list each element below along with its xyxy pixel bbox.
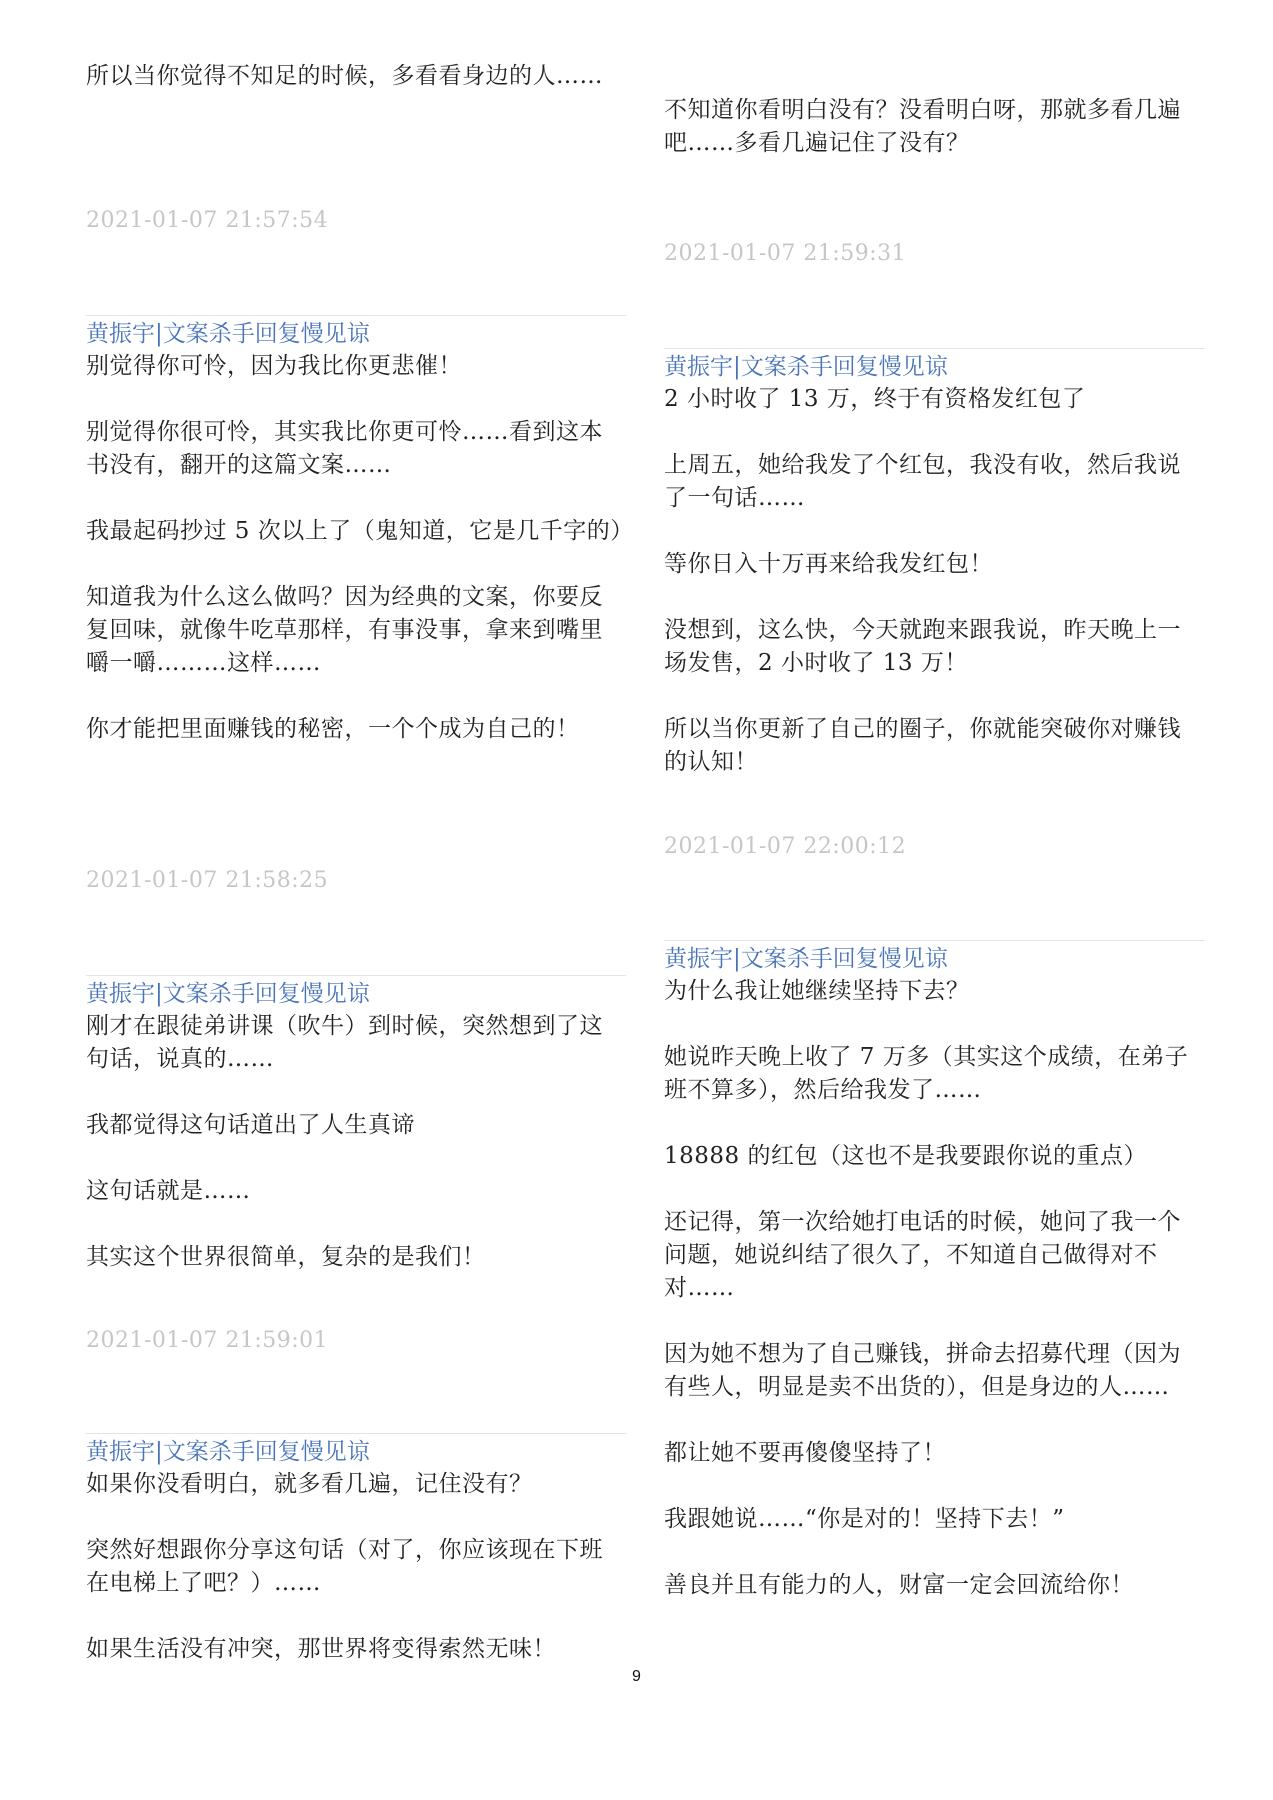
author-link[interactable]: 黄振宇|文案杀手回复慢见谅 xyxy=(664,946,948,972)
timestamp: 2021-01-07 22:00:12 xyxy=(664,834,907,859)
paragraph: 别觉得你很可怜，其实我比你更可怜……看到这本书没有，翻开的这篇文案…… xyxy=(86,419,603,478)
paragraph: 我都觉得这句话道出了人生真谛 xyxy=(86,1112,415,1138)
author-link[interactable]: 黄振宇|文案杀手回复慢见谅 xyxy=(86,321,370,347)
post-right-2 xyxy=(664,940,1204,1602)
paragraph: 为什么我让她继续坚持下去？ xyxy=(664,978,970,1004)
paragraph: 所以当你觉得不知足的时候，多看看身边的人…… xyxy=(86,63,603,89)
author-link[interactable]: 黄振宇|文案杀手回复慢见谅 xyxy=(86,1439,370,1465)
page-number: 9 xyxy=(632,1668,641,1685)
divider xyxy=(664,940,1204,941)
paragraph: 你才能把里面赚钱的秘密，一个个成为自己的！ xyxy=(86,716,580,742)
paragraph: 我跟她说……“你是对的！坚持下去！” xyxy=(664,1506,1065,1532)
paragraph: 所以当你更新了自己的圈子，你就能突破你对赚钱的认知！ xyxy=(664,716,1181,775)
paragraph: 如果生活没有冲突，那世界将变得索然无味！ xyxy=(86,1636,556,1662)
paragraph: 其实这个世界很简单，复杂的是我们！ xyxy=(86,1244,486,1270)
paragraph: 刚才在跟徒弟讲课（吹牛）到时候，突然想到了这句话，说真的…… xyxy=(86,1013,603,1072)
paragraph: 没想到，这么快，今天就跑来跟我说，昨天晚上一场发售，2 小时收了 13 万！ xyxy=(664,617,1181,676)
paragraph: 她说昨天晚上收了 7 万多（其实这个成绩，在弟子班不算多），然后给我发了…… xyxy=(664,1044,1189,1103)
left-intro xyxy=(86,60,626,93)
divider xyxy=(86,975,626,976)
post-right-1 xyxy=(664,348,1204,779)
divider xyxy=(664,348,1204,349)
paragraph: 还记得，第一次给她打电话的时候，她问了我一个问题，她说纠结了很久了，不知道自己做得对不对…… xyxy=(664,1209,1181,1301)
paragraph: 因为她不想为了自己赚钱，拼命去招募代理（因为有些人，明显是卖不出货的），但是身边的人…… xyxy=(664,1341,1181,1400)
paragraph: 都让她不要再傻傻坚持了！ xyxy=(664,1440,946,1466)
post-left-1 xyxy=(86,315,634,746)
timestamp: 2021-01-07 21:59:01 xyxy=(86,1328,329,1353)
timestamp: 2021-01-07 21:57:54 xyxy=(86,208,329,233)
paragraph: 别觉得你可怜，因为我比你更悲催！ xyxy=(86,353,462,379)
paragraph: 18888 的红包（这也不是我要跟你说的重点） xyxy=(664,1143,1147,1169)
post-left-3 xyxy=(86,1433,626,1666)
right-intro xyxy=(664,94,1204,160)
paragraph: 突然好想跟你分享这句话（对了，你应该现在下班在电梯上了吧？）…… xyxy=(86,1537,603,1596)
paragraph: 善良并且有能力的人，财富一定会回流给你！ xyxy=(664,1572,1134,1598)
author-link[interactable]: 黄振宇|文案杀手回复慢见谅 xyxy=(86,981,370,1007)
divider xyxy=(86,315,626,316)
timestamp: 2021-01-07 21:59:31 xyxy=(664,241,907,266)
paragraph: 2 小时收了 13 万，终于有资格发红包了 xyxy=(664,386,1086,412)
paragraph: 不知道你看明白没有？没看明白呀，那就多看几遍吧……多看几遍记住了没有？ xyxy=(664,97,1181,156)
paragraph: 我最起码抄过 5 次以上了（鬼知道，它是几千字的） xyxy=(86,518,634,544)
timestamp: 2021-01-07 21:58:25 xyxy=(86,868,329,893)
author-link[interactable]: 黄振宇|文案杀手回复慢见谅 xyxy=(664,354,948,380)
post-left-2 xyxy=(86,975,626,1274)
paragraph: 如果你没看明白，就多看几遍，记住没有？ xyxy=(86,1471,533,1497)
paragraph: 等你日入十万再来给我发红包！ xyxy=(664,551,993,577)
paragraph: 这句话就是…… xyxy=(86,1178,251,1204)
paragraph: 知道我为什么这么做吗？因为经典的文案，你要反复回味，就像牛吃草那样，有事没事，拿来到嘴里嚼一嚼………这样…… xyxy=(86,584,603,676)
divider xyxy=(86,1433,626,1434)
paragraph: 上周五，她给我发了个红包，我没有收，然后我说了一句话…… xyxy=(664,452,1181,511)
